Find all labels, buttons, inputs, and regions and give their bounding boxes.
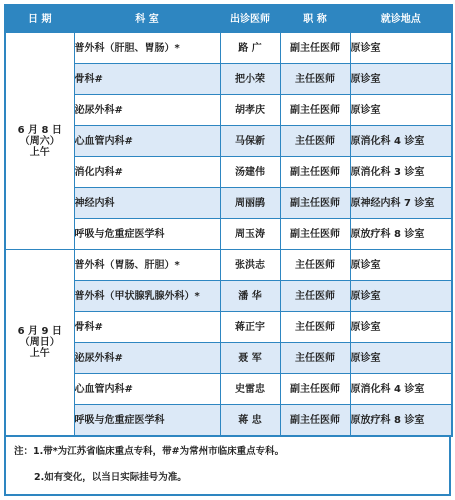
footnote-line-2: 2.如有变化，以当日实际挂号为准。 (34, 472, 187, 483)
location-cell: 原诊室 (350, 33, 452, 64)
header-doctor: 出诊医师 (220, 5, 280, 33)
table-row (5, 33, 452, 64)
dept-cell: 神经内科 (74, 188, 220, 219)
location-cell: 原神经内科 7 诊室 (350, 188, 452, 219)
date-date-line2: （周六） (19, 135, 60, 147)
date-cell (5, 250, 74, 437)
location-cell: 原消化科 4 诊室 (350, 126, 452, 157)
title-cell: 副主任医师 (280, 219, 350, 250)
dept-cell: 消化内科# (74, 157, 220, 188)
title-cell: 副主任医师 (280, 188, 350, 219)
date-date-line3: 上午 (29, 348, 50, 359)
header-date: 日 期 (5, 5, 74, 33)
location-cell: 原诊室 (350, 281, 452, 312)
doctor-cell: 周丽鹃 (220, 188, 280, 219)
doctor-cell: 胡孝庆 (220, 95, 280, 126)
location-cell: 原放疗科 8 诊室 (350, 219, 452, 250)
date-date-line2: （周日） (19, 337, 60, 348)
title-cell: 主任医师 (280, 343, 350, 374)
title-cell: 副主任医师 (280, 95, 350, 126)
location-cell: 原诊室 (350, 64, 452, 95)
date-date-line1: 6 月 9 日 (17, 326, 62, 337)
dept-cell: 呼吸与危重症医学科 (74, 219, 220, 250)
dept-cell: 呼吸与危重症医学科 (74, 405, 220, 437)
dept-cell: 心血管内科# (74, 374, 220, 405)
doctor-cell: 汤建伟 (220, 157, 280, 188)
title-cell: 主任医师 (280, 250, 350, 281)
doctor-cell: 路 广 (220, 33, 280, 64)
dept-cell: 泌尿外科# (74, 343, 220, 374)
location-cell: 原诊室 (350, 343, 452, 374)
doctor-cell: 蒋 忠 (220, 405, 280, 437)
date-cell (5, 33, 74, 250)
footnote (4, 435, 451, 496)
header-dept: 科 室 (74, 5, 220, 33)
title-cell: 副主任医师 (280, 374, 350, 405)
doctor-cell: 聂 军 (220, 343, 280, 374)
title-cell: 主任医师 (280, 126, 350, 157)
doctor-cell: 周玉涛 (220, 219, 280, 250)
dept-cell: 普外科（甲状腺乳腺外科）* (74, 281, 220, 312)
table-row (5, 250, 452, 281)
table-header-row (5, 5, 452, 33)
location-cell: 原消化科 3 诊室 (350, 157, 452, 188)
date-date-line1: 6 月 8 日 (17, 124, 62, 136)
schedule-body (5, 33, 452, 437)
dept-cell: 骨科# (74, 312, 220, 343)
doctor-cell: 把小荣 (220, 64, 280, 95)
doctor-cell: 蒋正宇 (220, 312, 280, 343)
dept-cell: 骨科# (74, 64, 220, 95)
footnote-line-1: 注：1.带*为江苏省临床重点专科，带#为常州市临床重点专科。 (14, 446, 285, 457)
dept-cell: 泌尿外科# (74, 95, 220, 126)
doctor-cell: 潘 华 (220, 281, 280, 312)
doctor-cell: 史雷忠 (220, 374, 280, 405)
location-cell: 原诊室 (350, 95, 452, 126)
doctor-cell: 马保新 (220, 126, 280, 157)
location-cell: 原消化科 4 诊室 (350, 374, 452, 405)
location-cell: 原放疗科 8 诊室 (350, 405, 452, 437)
dept-cell: 心血管内科# (74, 126, 220, 157)
date-date-line3: 上午 (29, 146, 50, 158)
title-cell: 副主任医师 (280, 33, 350, 64)
dept-cell: 普外科（肝胆、胃肠）* (74, 33, 220, 64)
title-cell: 副主任医师 (280, 157, 350, 188)
doctor-cell: 张洪志 (220, 250, 280, 281)
dept-cell: 普外科（胃肠、肝胆）* (74, 250, 220, 281)
location-cell: 原诊室 (350, 312, 452, 343)
title-cell: 副主任医师 (280, 405, 350, 437)
title-cell: 主任医师 (280, 281, 350, 312)
clinic-schedule-table (4, 4, 453, 437)
title-cell: 主任医师 (280, 312, 350, 343)
title-cell: 主任医师 (280, 64, 350, 95)
header-location: 就诊地点 (350, 5, 452, 33)
header-title: 职 称 (280, 5, 350, 33)
location-cell: 原诊室 (350, 250, 452, 281)
